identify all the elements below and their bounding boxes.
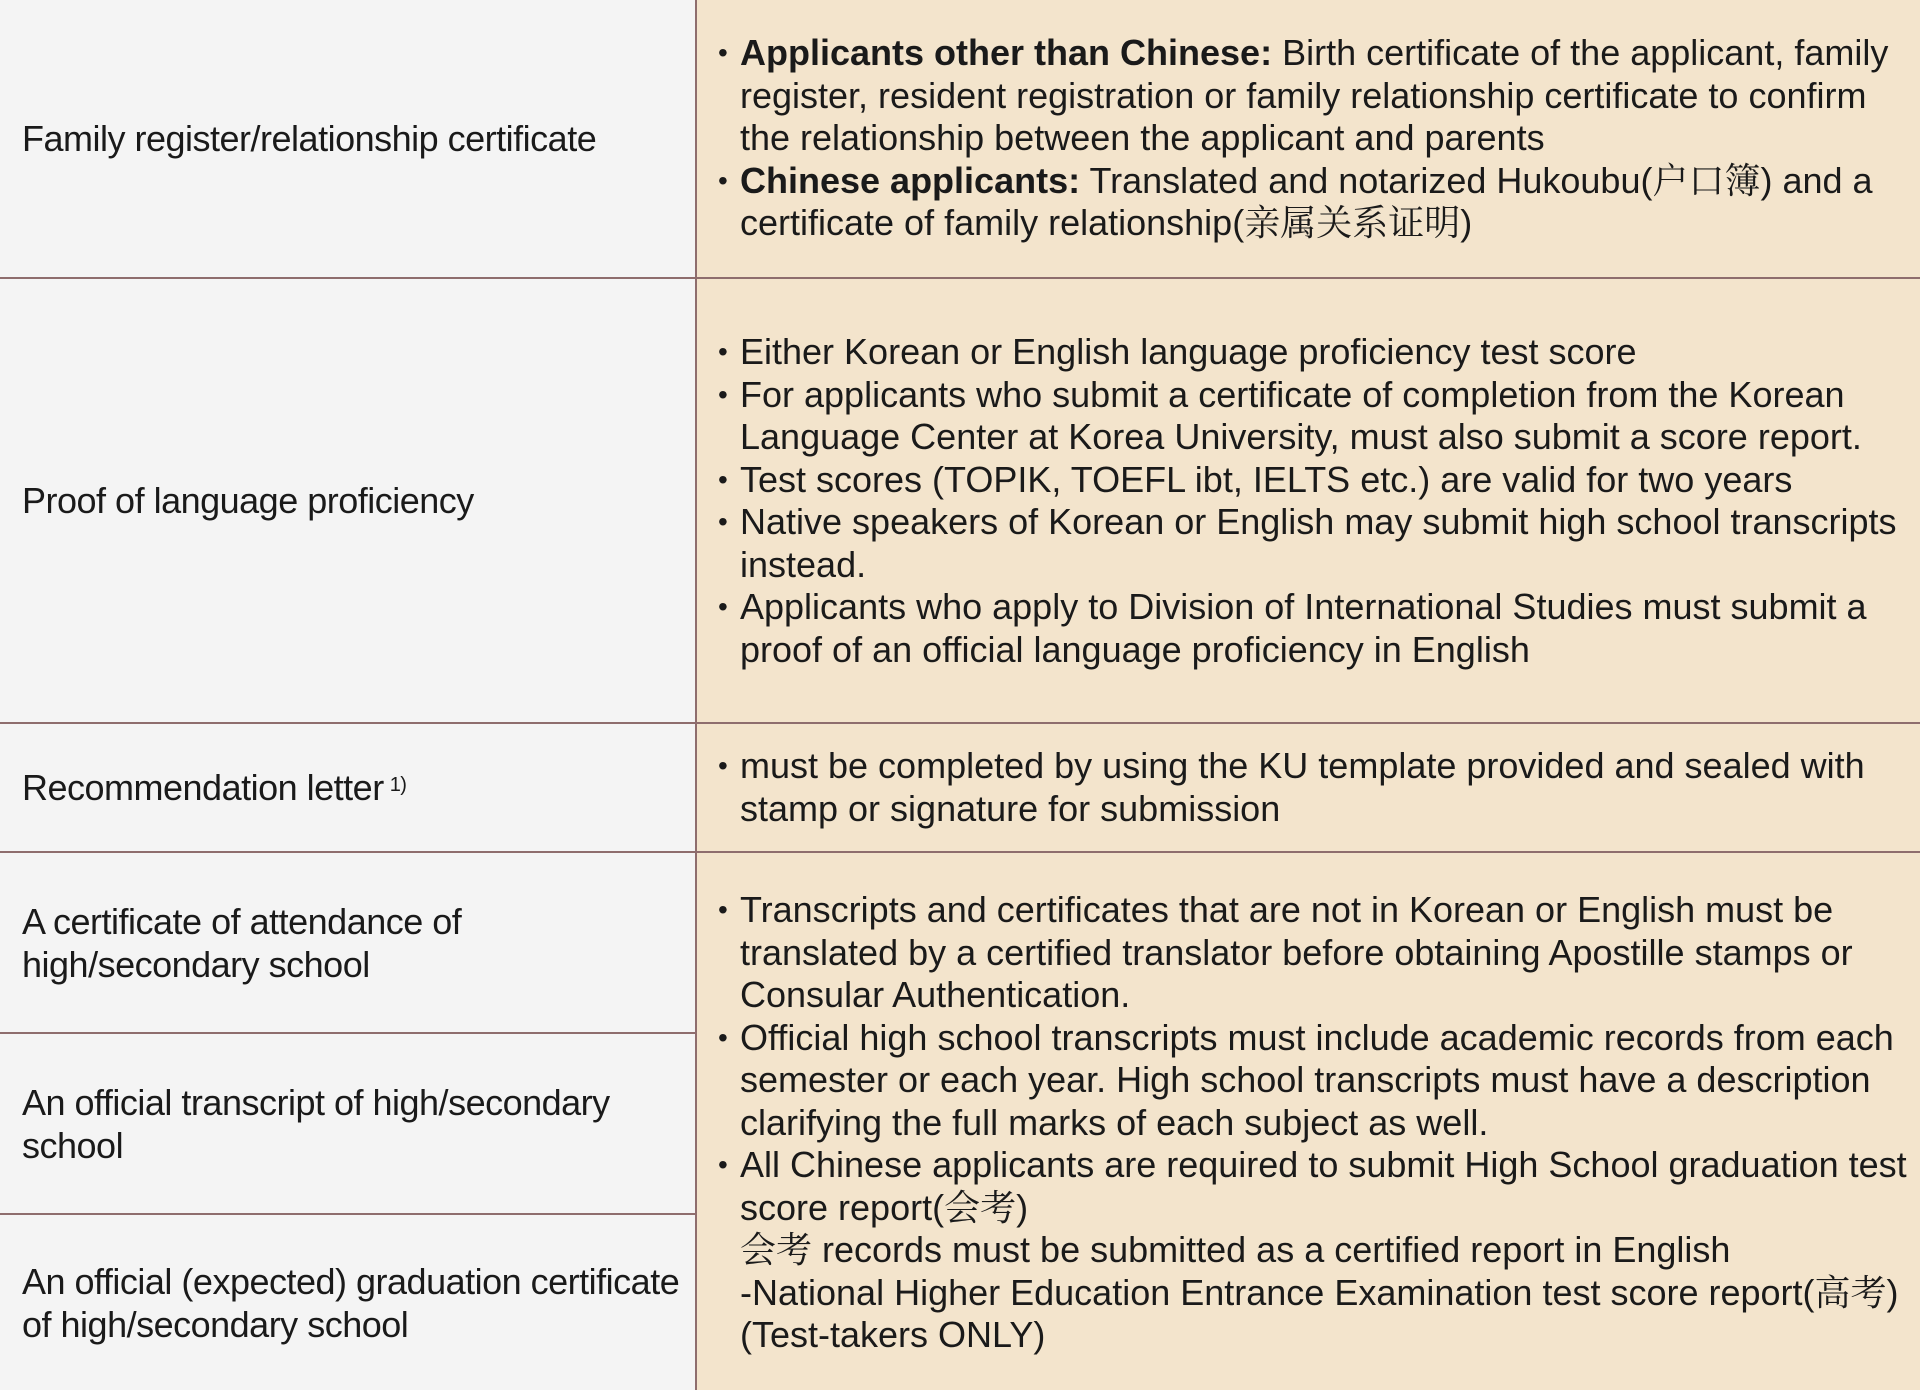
row-label-language-proficiency	[22, 279, 687, 722]
list-item: • Official high school transcripts must include academic records from each semester or each year. High school transcripts must have a description clarifying the full marks of each subject as well.	[718, 1017, 1913, 1145]
label-text: Proof of language proficiency	[22, 480, 474, 521]
label-text: An official transcript of high/secondary school	[22, 1081, 610, 1166]
row-description-family-register	[718, 32, 1913, 245]
row-label-recommendation-letter	[22, 724, 687, 851]
label-text: Family register/relationship certificate	[22, 118, 597, 159]
label-text: An official (expected) graduation certificate of high/secondary school	[22, 1260, 680, 1345]
footnote-marker: 1)	[389, 774, 407, 796]
list-item: • Test scores (TOPIK, TOEFL ibt, IELTS etc.) are valid for two years	[718, 459, 1913, 502]
label-text: A certificate of attendance of high/secondary school	[22, 900, 462, 985]
list-item: • Applicants who apply to Division of International Studies must submit a proof of an official language proficiency in English	[718, 586, 1913, 671]
bullet-text: Translated and notarized Hukoubu(户口簿) and a certificate of family relationship(亲属关系证明)	[740, 159, 1873, 243]
bullet-bold-text: Applicants other than Chinese:	[740, 32, 1273, 73]
note-line: (Test-takers ONLY)	[740, 1314, 1046, 1355]
row-label-official-transcript	[22, 1034, 687, 1213]
list-item: • For applicants who submit a certificate of completion from the Korean Language Center at Korea University, must also submit a score report.	[718, 374, 1913, 459]
bullet-text: Birth certificate of the applicant, family register, resident registration or family relationship certificate to confirm the relationship between the applicant and parents	[740, 32, 1889, 158]
list-item	[718, 160, 1913, 245]
list-item: • Transcripts and certificates that are not in Korean or English must be translated by a certified translator before obtaining Apostille stamps or Consular Authentication.	[718, 889, 1913, 1017]
row-label-attendance-certificate	[22, 853, 687, 1032]
list-item: • Either Korean or English language proficiency test score	[718, 331, 1913, 374]
list-item: • Native speakers of Korean or English may submit high school transcripts instead.	[718, 501, 1913, 586]
list-item	[718, 32, 1913, 160]
row-label-family-register	[22, 0, 687, 277]
row-label-graduation-certificate	[22, 1215, 687, 1390]
note-line: -National Higher Education Entrance Examination test score report(高考)	[740, 1271, 1899, 1313]
row-description-school-documents	[718, 889, 1913, 1357]
list-item: • All Chinese applicants are required to submit High School graduation test score report(会考)	[718, 1144, 1913, 1229]
row-description-recommendation-letter	[718, 745, 1913, 830]
row-description-language-proficiency	[718, 331, 1913, 671]
label-text: Recommendation letter	[22, 767, 384, 808]
bullet-bold-text: Chinese applicants:	[740, 159, 1081, 201]
note-line: 会考 records must be submitted as a certified report in English	[740, 1229, 1731, 1270]
list-item: • must be completed by using the KU template provided and sealed with stamp or signature for submission	[718, 745, 1913, 830]
